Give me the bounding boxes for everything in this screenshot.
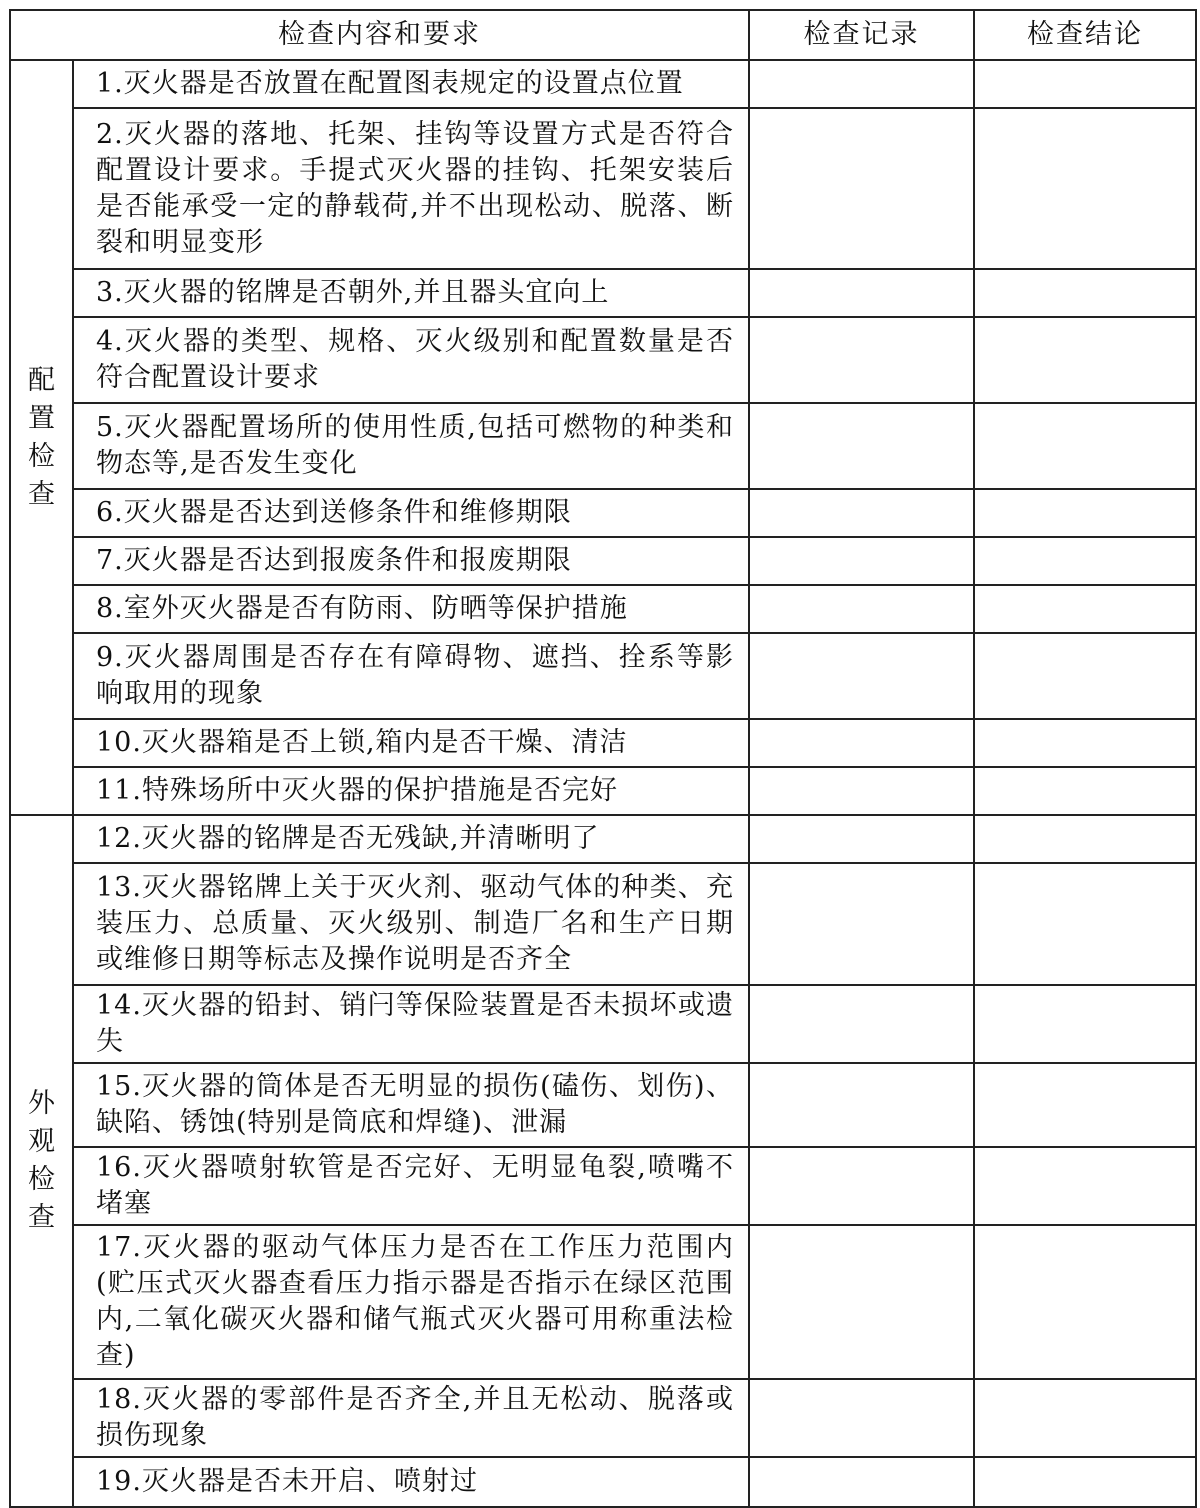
conclusion-cell[interactable] [974, 863, 1196, 985]
table-row [10, 1379, 1196, 1457]
category-label: 外观检查 [28, 1088, 55, 1233]
table-row [10, 815, 1196, 863]
record-cell[interactable] [749, 1225, 974, 1379]
item-text: 4.灭火器的类型、规格、灭火级别和配置数量是否符合配置设计要求 [73, 317, 749, 403]
table-row [10, 1063, 1196, 1147]
item-text: 12.灭火器的铭牌是否无残缺,并清晰明了 [73, 815, 749, 863]
item-text: 17.灭火器的驱动气体压力是否在工作压力范围内(贮压式灭火器查看压力指示器是否指示在绿区范围内,二氧化碳灭火器和储气瓶式灭火器可用称重法检查) [73, 1225, 749, 1379]
inspection-table [9, 9, 1197, 1508]
header-conclusion: 检查结论 [974, 10, 1196, 60]
item-text: 13.灭火器铭牌上关于灭火剂、驱动气体的种类、充装压力、总质量、灭火级别、制造厂名和生产日期或维修日期等标志及操作说明是否齐全 [73, 863, 749, 985]
item-text: 7.灭火器是否达到报废条件和报废期限 [73, 537, 749, 585]
category-cell-appearance [10, 815, 73, 1507]
record-cell[interactable] [749, 1457, 974, 1507]
record-cell[interactable] [749, 403, 974, 489]
header-row [10, 10, 1196, 60]
table-row [10, 985, 1196, 1063]
item-text: 6.灭火器是否达到送修条件和维修期限 [73, 489, 749, 537]
conclusion-cell[interactable] [974, 1457, 1196, 1507]
record-cell[interactable] [749, 719, 974, 767]
header-record: 检查记录 [749, 10, 974, 60]
record-cell[interactable] [749, 985, 974, 1063]
conclusion-cell[interactable] [974, 815, 1196, 863]
conclusion-cell[interactable] [974, 1379, 1196, 1457]
table-row [10, 1457, 1196, 1507]
item-text: 5.灭火器配置场所的使用性质,包括可燃物的种类和物态等,是否发生变化 [73, 403, 749, 489]
item-text: 2.灭火器的落地、托架、挂钩等设置方式是否符合配置设计要求。手提式灭火器的挂钩、托架安装后是否能承受一定的静载荷,并不出现松动、脱落、断裂和明显变形 [73, 108, 749, 269]
conclusion-cell[interactable] [974, 537, 1196, 585]
conclusion-cell[interactable] [974, 489, 1196, 537]
conclusion-cell[interactable] [974, 1225, 1196, 1379]
table-row [10, 1225, 1196, 1379]
record-cell[interactable] [749, 863, 974, 985]
conclusion-cell[interactable] [974, 767, 1196, 815]
conclusion-cell[interactable] [974, 60, 1196, 108]
record-cell[interactable] [749, 1379, 974, 1457]
record-cell[interactable] [749, 767, 974, 815]
conclusion-cell[interactable] [974, 985, 1196, 1063]
record-cell[interactable] [749, 537, 974, 585]
table-row [10, 585, 1196, 633]
conclusion-cell[interactable] [974, 108, 1196, 269]
table-row [10, 108, 1196, 269]
conclusion-cell[interactable] [974, 719, 1196, 767]
table-row [10, 1147, 1196, 1225]
header-content: 检查内容和要求 [10, 10, 749, 60]
record-cell[interactable] [749, 489, 974, 537]
item-text: 11.特殊场所中灭火器的保护措施是否完好 [73, 767, 749, 815]
category-label: 配置检查 [28, 364, 55, 510]
table-row [10, 60, 1196, 108]
table-row [10, 489, 1196, 537]
table-row [10, 403, 1196, 489]
table-row [10, 537, 1196, 585]
table-row [10, 767, 1196, 815]
item-text: 16.灭火器喷射软管是否完好、无明显龟裂,喷嘴不堵塞 [73, 1147, 749, 1225]
table-row [10, 269, 1196, 317]
table-row [10, 633, 1196, 719]
table-row [10, 719, 1196, 767]
conclusion-cell[interactable] [974, 269, 1196, 317]
record-cell[interactable] [749, 317, 974, 403]
item-text: 14.灭火器的铅封、销闩等保险装置是否未损坏或遗失 [73, 985, 749, 1063]
conclusion-cell[interactable] [974, 1063, 1196, 1147]
item-text: 19.灭火器是否未开启、喷射过 [73, 1457, 749, 1507]
table-row [10, 863, 1196, 985]
item-text: 1.灭火器是否放置在配置图表规定的设置点位置 [73, 60, 749, 108]
record-cell[interactable] [749, 815, 974, 863]
conclusion-cell[interactable] [974, 633, 1196, 719]
conclusion-cell[interactable] [974, 585, 1196, 633]
record-cell[interactable] [749, 60, 974, 108]
category-cell-config [10, 60, 73, 815]
record-cell[interactable] [749, 585, 974, 633]
item-text: 3.灭火器的铭牌是否朝外,并且器头宜向上 [73, 269, 749, 317]
conclusion-cell[interactable] [974, 1147, 1196, 1225]
conclusion-cell[interactable] [974, 403, 1196, 489]
record-cell[interactable] [749, 1063, 974, 1147]
item-text: 18.灭火器的零部件是否齐全,并且无松动、脱落或损伤现象 [73, 1379, 749, 1457]
item-text: 10.灭火器箱是否上锁,箱内是否干燥、清洁 [73, 719, 749, 767]
item-text: 8.室外灭火器是否有防雨、防晒等保护措施 [73, 585, 749, 633]
item-text: 15.灭火器的筒体是否无明显的损伤(磕伤、划伤)、缺陷、锈蚀(特别是筒底和焊缝)、泄漏 [73, 1063, 749, 1147]
conclusion-cell[interactable] [974, 317, 1196, 403]
table-row [10, 317, 1196, 403]
record-cell[interactable] [749, 633, 974, 719]
record-cell[interactable] [749, 1147, 974, 1225]
record-cell[interactable] [749, 269, 974, 317]
item-text: 9.灭火器周围是否存在有障碍物、遮挡、拴系等影响取用的现象 [73, 633, 749, 719]
record-cell[interactable] [749, 108, 974, 269]
